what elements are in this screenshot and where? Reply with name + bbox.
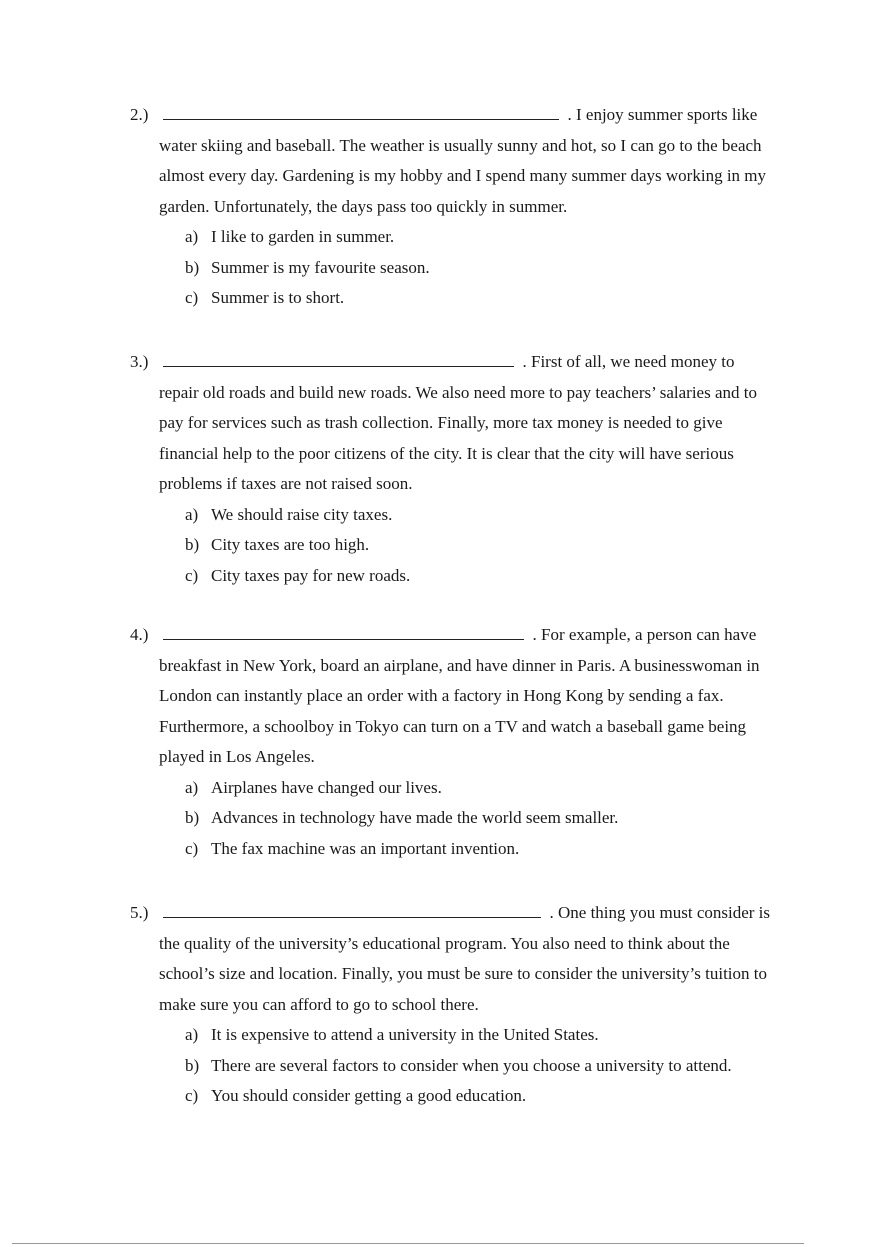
option-b[interactable] (185, 1051, 790, 1082)
question-3 (130, 347, 790, 591)
answer-blank[interactable] (163, 620, 524, 640)
question-paragraph: repair old roads and build new roads. We also need more to pay teachers’ salaries and to pay for services such as trash collection. Finally, more tax money is needed to give financial help to the poor citizens of the city. It is clear that the city will have serious problems if taxes are not raised soon. (159, 382, 757, 493)
question-lead-text: . One thing you must consider is (549, 903, 771, 922)
option-b[interactable] (185, 530, 790, 561)
question-number: 5.) (130, 903, 149, 922)
option-letter: a) (185, 1025, 199, 1044)
option-text: Advances in technology have made the world seem smaller. (211, 808, 619, 827)
footer-divider (12, 1243, 804, 1244)
question-paragraph: breakfast in New York, board an airplane, and have dinner in Paris. A businesswoman in London can instantly place an order with a factory in Hong Kong by sending a fax. Furthermore, a schoolboy in Tokyo can turn on a TV and watch a baseball game being played in Los Angeles. (159, 655, 760, 766)
option-a[interactable] (185, 222, 790, 253)
question-number: 3.) (130, 352, 149, 371)
option-letter: c) (185, 565, 199, 585)
answer-blank[interactable] (163, 347, 514, 367)
option-text: There are several factors to consider when you choose a university to attend. (211, 1055, 732, 1075)
question-5 (130, 898, 790, 1112)
question-paragraph: the quality of the university’s educational program. You also need to think about the school’s size and location. Finally, you must be sure to consider the university’s tuition to make sure you can afford to go to school there. (159, 933, 767, 1014)
option-text: The fax machine was an important invention. (211, 838, 520, 858)
question-lead-text: . First of all, we need money to (522, 352, 735, 371)
question-first-line (130, 620, 790, 651)
option-letter: b) (185, 257, 200, 277)
option-c[interactable] (185, 561, 790, 592)
option-a[interactable] (185, 500, 790, 531)
answer-blank[interactable] (163, 898, 541, 918)
option-text: Airplanes have changed our lives. (211, 777, 442, 797)
option-letter: b) (185, 1055, 200, 1075)
question-first-line (130, 347, 790, 378)
question-first-line (130, 100, 790, 131)
option-c[interactable] (185, 834, 790, 865)
question-paragraph: water skiing and baseball. The weather is usually sunny and hot, so I can go to the beach almost every day. Gardening is my hobby and I spend many summer days working in my garden. Unfortunately, the days pass too quickly in summer. (159, 135, 767, 216)
option-text: We should raise city taxes. (211, 504, 393, 524)
option-letter: a) (185, 227, 199, 246)
option-text: I like to garden in summer. (211, 227, 395, 246)
option-text: City taxes are too high. (211, 535, 370, 554)
option-text: City taxes pay for new roads. (211, 565, 411, 585)
option-letter: c) (185, 1086, 199, 1105)
question-first-line (130, 898, 790, 929)
option-a[interactable] (185, 773, 790, 804)
question-2 (130, 100, 790, 314)
option-text: It is expensive to attend a university in the United States. (211, 1025, 599, 1044)
option-b[interactable] (185, 803, 790, 834)
question-lead-text: . For example, a person can have (532, 625, 757, 644)
option-letter: c) (185, 288, 199, 307)
option-text: Summer is to short. (211, 288, 345, 307)
question-4 (130, 620, 790, 864)
option-text: Summer is my favourite season. (211, 257, 430, 277)
option-letter: c) (185, 838, 199, 858)
option-c[interactable] (185, 1081, 790, 1112)
option-c[interactable] (185, 283, 790, 314)
question-number: 2.) (130, 105, 149, 124)
option-letter: b) (185, 535, 200, 554)
option-a[interactable] (185, 1020, 790, 1051)
option-text: You should consider getting a good education. (211, 1086, 527, 1105)
option-letter: a) (185, 777, 199, 797)
option-letter: a) (185, 504, 199, 524)
question-lead-text: . I enjoy summer sports like (567, 105, 758, 124)
question-number: 4.) (130, 625, 149, 644)
answer-blank[interactable] (163, 100, 559, 120)
option-letter: b) (185, 808, 200, 827)
option-b[interactable] (185, 253, 790, 284)
